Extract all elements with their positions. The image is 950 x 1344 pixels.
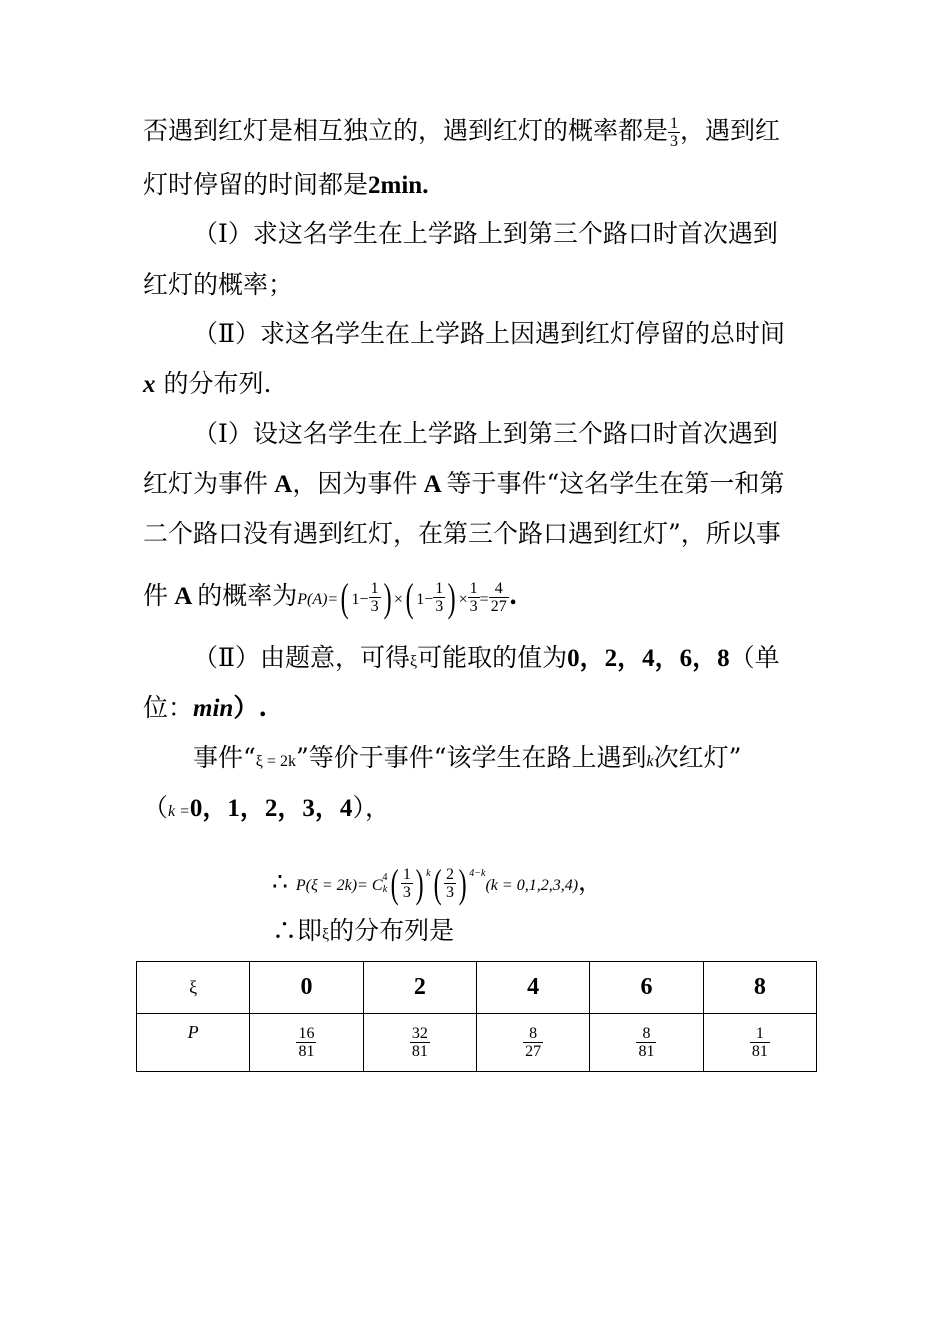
text-span: 件 (143, 581, 169, 610)
formula-range: (k = 0,1,2,3,4) (485, 877, 579, 894)
text-span: 的概率为 (197, 581, 298, 610)
equals-symbol: = (479, 591, 489, 608)
text-line-2 (143, 168, 813, 203)
table-header-xi: ξ (137, 962, 250, 1014)
table-cell-prob: $\frac{8}{81}$ (590, 1014, 703, 1072)
exponent: 4−k (469, 868, 486, 879)
formula-term: 1− (351, 591, 369, 608)
times-symbol: × (393, 591, 403, 608)
fraction-numerator: 1 (670, 115, 679, 132)
paren-open: ( (340, 574, 349, 620)
text-span: ，因为事件 (292, 469, 418, 498)
table-cell-prob: $\frac{32}{81}$ (363, 1014, 476, 1072)
text-span: 可能取的值为 (417, 643, 568, 672)
text-span: （Ⅱ）由题意，可得 (193, 643, 410, 672)
text-line-13 (193, 741, 863, 779)
fraction-one-third (668, 115, 680, 150)
formula-distribution: ∴ P(ξ = 2k)= C 4 k ( $\frac{1}{3}$ ) $^k$( $\frac{2}{3}$ ) $^{4-k}$(k = 0,1,2,3,4)， (272, 860, 604, 906)
table-cell-prob: $\frac{8}{27}$ (476, 1014, 589, 1072)
text-line-8 (143, 467, 813, 502)
text-span: 红灯为事件 (143, 469, 269, 498)
text-span: 灯时停留的时间都是 (143, 170, 369, 199)
text-span: （单 (729, 643, 780, 672)
text-span: ，遇到红 (680, 116, 781, 145)
paren-open: ( (405, 574, 414, 620)
table-cell-value: 0 (250, 962, 363, 1014)
variable-k: k (646, 753, 654, 770)
text-line-1 (143, 114, 813, 150)
variable-x: x (143, 371, 156, 398)
fraction-result: $\frac{4}{27}$ (490, 580, 507, 615)
fraction-denominator: 3 (670, 133, 679, 150)
text-line-16 (272, 914, 942, 952)
event-a: A (417, 471, 447, 498)
table-cell-value: 2 (363, 962, 476, 1014)
formula-lhs: P(A)= (297, 591, 339, 608)
table-cell-value: 8 (703, 962, 816, 1014)
solution-part-1 (193, 417, 863, 451)
text-line-10 (143, 574, 813, 622)
event-a: A (268, 471, 293, 498)
formula-term: 1− (416, 591, 434, 608)
question-part-2 (193, 317, 863, 351)
question-part-1 (193, 217, 863, 251)
paren-close: ) (447, 574, 456, 620)
text-span: 否遇到红灯是相互独立的，遇到红灯的概率都是 (143, 116, 669, 145)
unit-min: min (193, 695, 234, 722)
fraction: $\frac{2}{3}$ (445, 866, 454, 901)
text-line-9 (143, 517, 813, 551)
formula-xi-2k: ξ = 2k (255, 753, 296, 770)
distribution-table (136, 961, 817, 1072)
paren-close: ) (383, 574, 392, 620)
text-span: ∴即 (272, 916, 323, 945)
text-span: （ (143, 793, 169, 822)
table-cell-prob: $\frac{1}{81}$ (703, 1014, 816, 1072)
variable-xi: ξ (322, 926, 330, 943)
period: . (508, 581, 518, 610)
variable-k: k = (168, 803, 190, 820)
formula-lhs: P(ξ = 2k)= C (295, 877, 383, 894)
text-line-14 (143, 791, 813, 829)
text-span: ”等价于事件“该学生在路上遇到 (295, 743, 647, 772)
text-line-12 (143, 691, 813, 726)
exponent: k (426, 868, 431, 879)
times-symbol: × (458, 591, 468, 608)
text-span: ）. (233, 693, 268, 722)
text-span: ）， (352, 793, 390, 822)
text-span: 事件“ (193, 743, 256, 772)
table-row-values (137, 962, 817, 1014)
text-span: 二个路口没有遇到红灯，在第三个路口遇到红灯”，所以事 (143, 519, 781, 548)
solution-part-2 (193, 641, 863, 679)
text-span-bold: 2min. (368, 172, 429, 199)
text-span: （Ⅱ）求这名学生在上学路上因遇到红灯停留的总时间 (193, 319, 785, 348)
fraction: $\frac{1}{3}$ (402, 866, 411, 901)
text-line-6 (143, 367, 813, 402)
value-list: 0，2，4，6，8 (567, 645, 730, 672)
text-span: 的分布列是 (329, 916, 455, 945)
variable-xi: ξ (410, 653, 418, 670)
text-span: 的分布列. (155, 369, 272, 398)
value-list: 0，1，2，3，4 (189, 795, 353, 822)
text-span: （Ⅰ）设这名学生在上学路上到第三个路口时首次遇到 (193, 419, 778, 448)
fraction: $\frac{1}{3}$ (435, 580, 444, 615)
text-span: 等于事件“这名学生在第一和第 (446, 469, 785, 498)
table-cell-value: 4 (476, 962, 589, 1014)
table-header-p: P (137, 1014, 250, 1072)
table-row-probabilities (137, 1014, 817, 1072)
fraction: $\frac{1}{3}$ (370, 580, 379, 615)
table-cell-prob: $\frac{16}{81}$ (250, 1014, 363, 1072)
text-span: 次红灯” (653, 743, 742, 772)
text-span: （Ⅰ）求这名学生在上学路上到第三个路口时首次遇到 (193, 219, 778, 248)
text-span: 位： (143, 693, 194, 722)
table-cell-value: 6 (590, 962, 703, 1014)
combination-indices: 4 k (382, 871, 388, 895)
fraction: $\frac{1}{3}$ (469, 580, 478, 615)
event-a: A (168, 583, 198, 610)
text-span: 红灯的概率； (143, 270, 294, 299)
text-span: ， (578, 867, 604, 896)
therefore-symbol: ∴ (272, 867, 288, 896)
text-line-4 (143, 268, 813, 302)
